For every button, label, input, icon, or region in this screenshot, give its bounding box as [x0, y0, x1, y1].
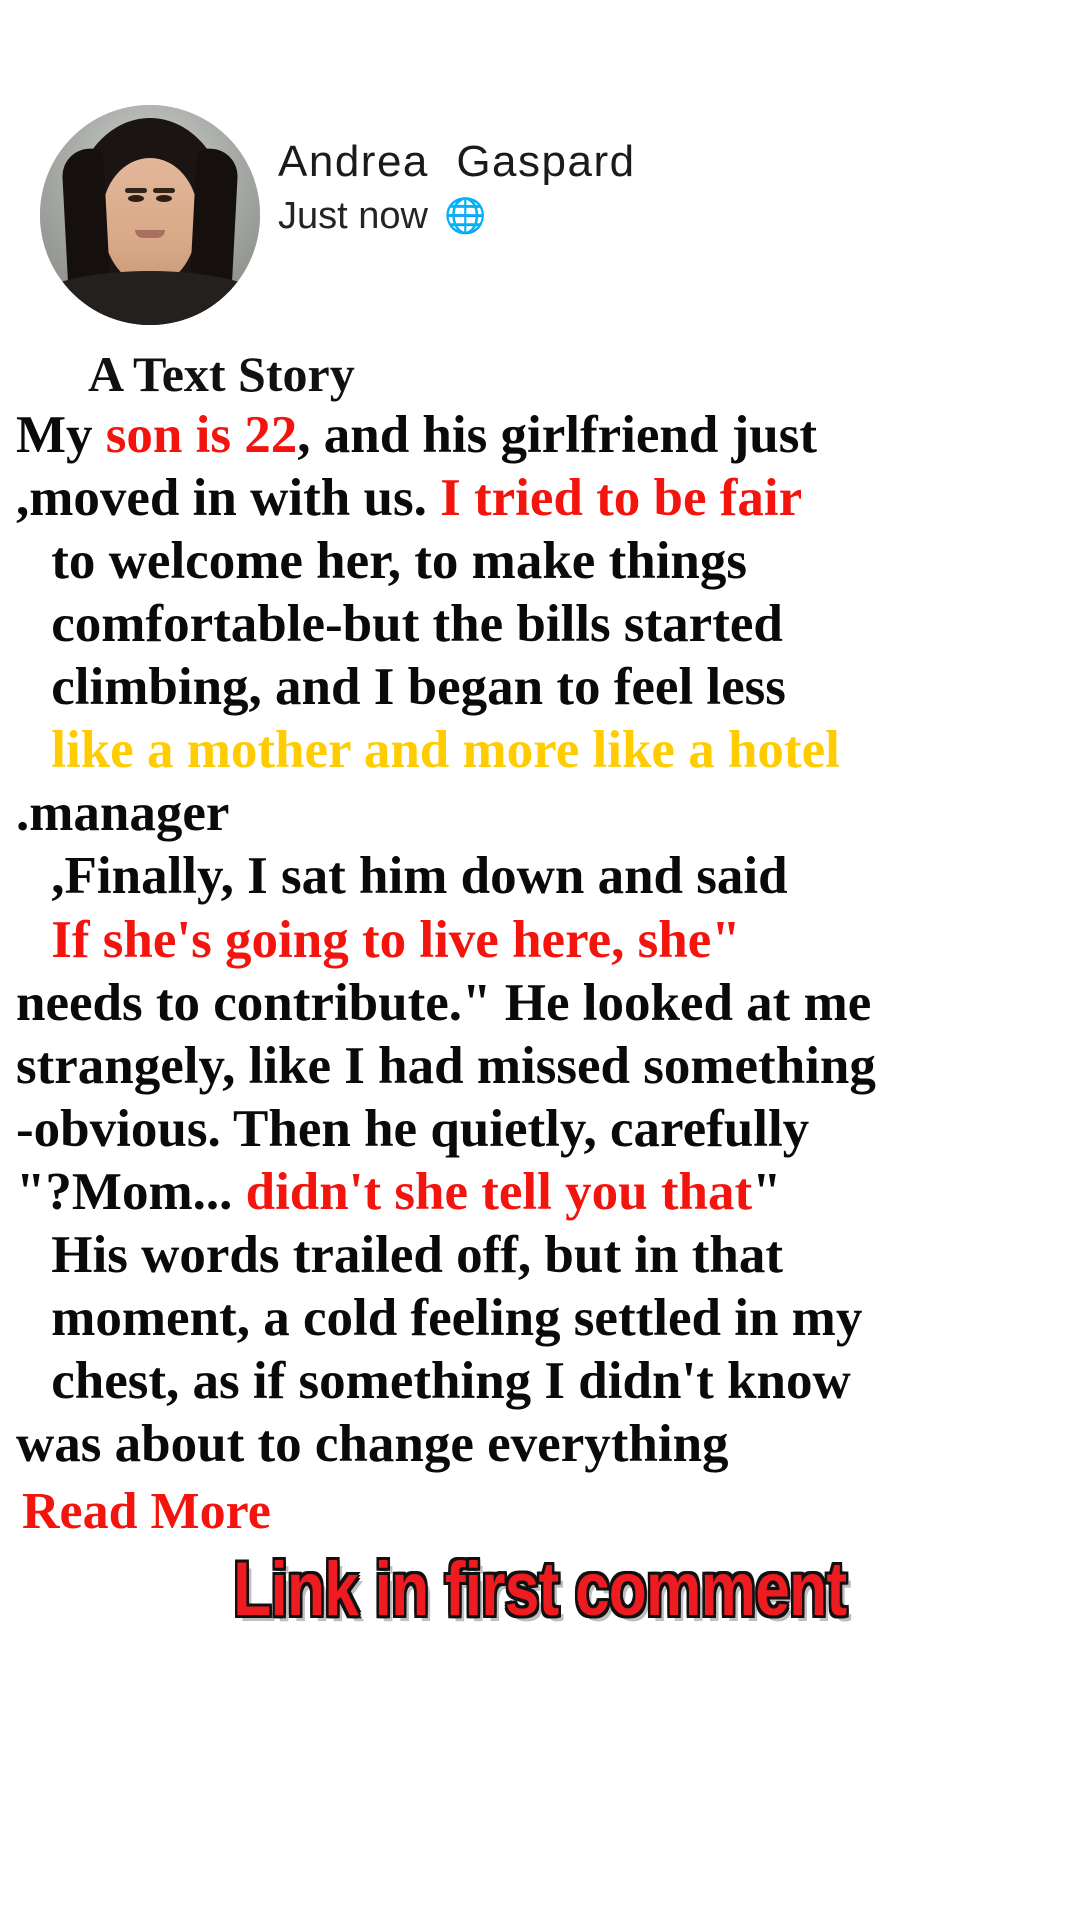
- story-line: [16, 656, 1064, 719]
- story-text-run: needs to contribute." He looked at me: [16, 973, 872, 1032]
- story-line: [16, 1350, 1064, 1413]
- story-line: [16, 1413, 1064, 1476]
- story-text-run: ,moved in with us.: [16, 469, 441, 528]
- avatar-eyebrow-right: [153, 188, 175, 193]
- story-text-run: was about to change everything: [16, 1415, 729, 1473]
- story-text-run: ": [752, 1162, 782, 1221]
- story-text-run: comfortable-but the bills started: [38, 595, 783, 654]
- post-meta-row: [278, 195, 636, 238]
- story-text-run: chest, as if something I didn't know: [38, 1351, 851, 1410]
- story-text-run: ,Finally, I sat him down and said: [38, 847, 788, 906]
- story-text-run: -obvious. Then he quietly, carefully: [16, 1099, 810, 1158]
- story-text-run: to welcome her, to make things: [38, 532, 748, 591]
- avatar-face: [102, 158, 198, 284]
- post-header: [0, 0, 1080, 325]
- story-line: [16, 1098, 1064, 1161]
- avatar[interactable]: [40, 105, 260, 325]
- story-line: [16, 1287, 1064, 1350]
- story-title: A Text Story: [88, 346, 355, 402]
- story-line: [16, 1224, 1064, 1287]
- author-block: [278, 105, 636, 238]
- story-text-run: My: [16, 406, 106, 464]
- story-line: [16, 467, 1064, 530]
- avatar-eyebrow-left: [125, 188, 147, 193]
- story-line: [16, 1161, 1064, 1224]
- story-text-run: climbing, and I began to feel less: [38, 658, 786, 717]
- author-name[interactable]: Andrea Gaspard: [278, 137, 636, 186]
- story-line: [16, 845, 1064, 908]
- story-line: [16, 972, 1064, 1035]
- story-body: [0, 325, 1080, 1542]
- avatar-mouth: [135, 230, 165, 238]
- story-text-run: strangely, like I had missed something: [16, 1036, 876, 1095]
- story-line: [16, 1035, 1064, 1098]
- story-line: [16, 782, 1064, 845]
- story-line: [16, 719, 1064, 782]
- post-timestamp[interactable]: Just now: [278, 195, 428, 238]
- story-text-run: didn't she tell you that: [245, 1162, 753, 1221]
- story-text-run: moment, a cold feeling settled in my: [38, 1288, 863, 1347]
- story-text-run: If she's going to live here, she": [38, 910, 741, 969]
- story-text-run: "?Mom...: [16, 1162, 246, 1221]
- story-text-run: like a mother and more like a hotel: [38, 721, 840, 780]
- read-more-link[interactable]: Read More: [22, 1483, 271, 1541]
- globe-icon[interactable]: 🌐: [443, 197, 487, 235]
- story-text-run: I tried to be fair: [440, 469, 803, 528]
- story-text-run: son is 22: [105, 406, 298, 464]
- story-line: [16, 593, 1064, 656]
- story-lines: [16, 404, 1064, 1476]
- story-text-run: His words trailed off, but in that: [38, 1225, 783, 1284]
- banner-text: Link in first comment: [233, 1546, 847, 1632]
- story-text-run: .manager: [16, 784, 230, 843]
- bottom-banner: [0, 1546, 1080, 1633]
- avatar-shoulders: [40, 271, 260, 325]
- story-line: [16, 530, 1064, 593]
- story-line: [16, 404, 1064, 467]
- story-line: [16, 909, 1064, 972]
- story-text-run: , and his girlfriend just: [297, 406, 818, 464]
